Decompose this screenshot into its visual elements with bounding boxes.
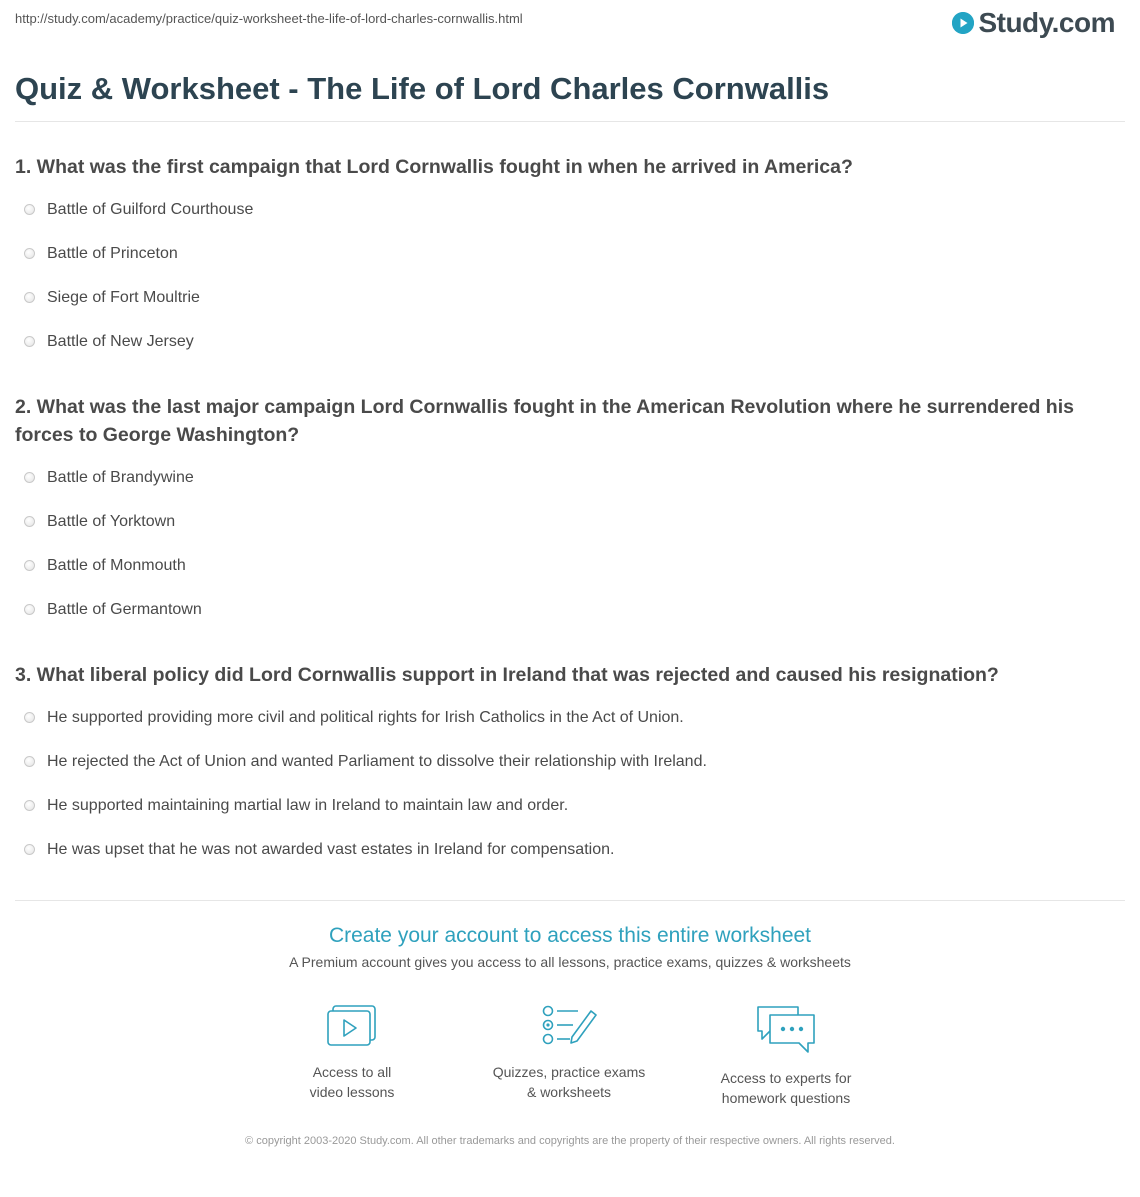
answer-option[interactable] xyxy=(24,512,175,532)
answer-option[interactable] xyxy=(24,468,194,488)
logo-text: Study.com xyxy=(978,7,1115,38)
answer-label: He was upset that he was not awarded vast estates in Ireland for compensation. xyxy=(47,841,615,858)
answer-option[interactable] xyxy=(24,840,614,860)
answer-option[interactable] xyxy=(24,600,202,620)
radio-button[interactable] xyxy=(24,604,35,615)
question-1: 1. What was the first campaign that Lord Cornwallis fought in when he arrived in America? xyxy=(15,156,853,178)
answer-option[interactable] xyxy=(24,288,200,308)
radio-button[interactable] xyxy=(24,248,35,259)
radio-button[interactable] xyxy=(24,292,35,303)
page-url: http://study.com/academy/practice/quiz-worksheet-the-life-of-lord-charles-cornwallis.html xyxy=(15,11,523,26)
answer-label: He supported providing more civil and political rights for Irish Catholics in the Act of Union. xyxy=(47,709,684,726)
radio-button[interactable] xyxy=(24,756,35,767)
expert-chat-icon xyxy=(754,1003,818,1055)
feature-label: Access to experts for homework questions xyxy=(720,1070,852,1106)
answer-option[interactable] xyxy=(24,752,707,772)
feature-label: Quizzes, practice exams & worksheets xyxy=(492,1064,646,1100)
answer-option[interactable] xyxy=(24,200,253,220)
answer-option[interactable] xyxy=(24,796,568,816)
answer-option[interactable] xyxy=(24,244,178,264)
answer-option[interactable] xyxy=(24,556,186,576)
feature-video-lessons xyxy=(262,1003,442,1102)
play-logo-icon xyxy=(952,12,974,34)
answer-option[interactable] xyxy=(24,332,194,352)
answer-label: Battle of Princeton xyxy=(47,245,178,262)
radio-button[interactable] xyxy=(24,560,35,571)
study-logo[interactable] xyxy=(952,9,1115,37)
radio-button[interactable] xyxy=(24,712,35,723)
answer-label: Battle of Brandywine xyxy=(47,469,194,486)
answer-label: Battle of Germantown xyxy=(47,601,202,618)
feature-label: Access to all video lessons xyxy=(309,1064,395,1100)
question-3: 3. What liberal policy did Lord Cornwallis support in Ireland that was rejected and caused his resignation? xyxy=(15,664,999,686)
cta-divider xyxy=(15,900,1125,901)
radio-button[interactable] xyxy=(24,336,35,347)
title-divider xyxy=(15,121,1125,122)
answer-label: He rejected the Act of Union and wanted Parliament to dissolve their relationship with Ireland. xyxy=(47,753,707,770)
radio-button[interactable] xyxy=(24,516,35,527)
radio-button[interactable] xyxy=(24,472,35,483)
answer-label: Battle of New Jersey xyxy=(47,333,194,350)
feature-quizzes xyxy=(479,1003,659,1102)
answer-label: Battle of Monmouth xyxy=(47,557,186,574)
quiz-checklist-icon xyxy=(540,1003,598,1049)
answer-option[interactable] xyxy=(24,708,684,728)
answer-label: Battle of Guilford Courthouse xyxy=(47,201,254,218)
answer-label: He supported maintaining martial law in Ireland to maintain law and order. xyxy=(47,797,569,814)
create-account-link[interactable]: Create your account to access this entire worksheet xyxy=(328,924,812,947)
radio-button[interactable] xyxy=(24,800,35,811)
answer-label: Siege of Fort Moultrie xyxy=(47,289,200,306)
feature-experts xyxy=(696,1003,876,1108)
cta-subtitle: A Premium account gives you access to all lessons, practice exams, quizzes & worksheets xyxy=(289,954,851,970)
video-lessons-icon xyxy=(324,1003,380,1049)
radio-button[interactable] xyxy=(24,204,35,215)
radio-button[interactable] xyxy=(24,844,35,855)
answer-label: Battle of Yorktown xyxy=(47,513,176,530)
page-title: Quiz & Worksheet - The Life of Lord Charles Cornwallis xyxy=(15,71,830,106)
copyright-footer: © copyright 2003-2020 Study.com. All other trademarks and copyrights are the property of their respective owners. All rights reserved. xyxy=(245,1135,895,1147)
top-bar xyxy=(0,0,1140,46)
question-2: 2. What was the last major campaign Lord Cornwallis fought in the American Revolution where he surrendered his forces to George Washington? xyxy=(15,396,1074,446)
